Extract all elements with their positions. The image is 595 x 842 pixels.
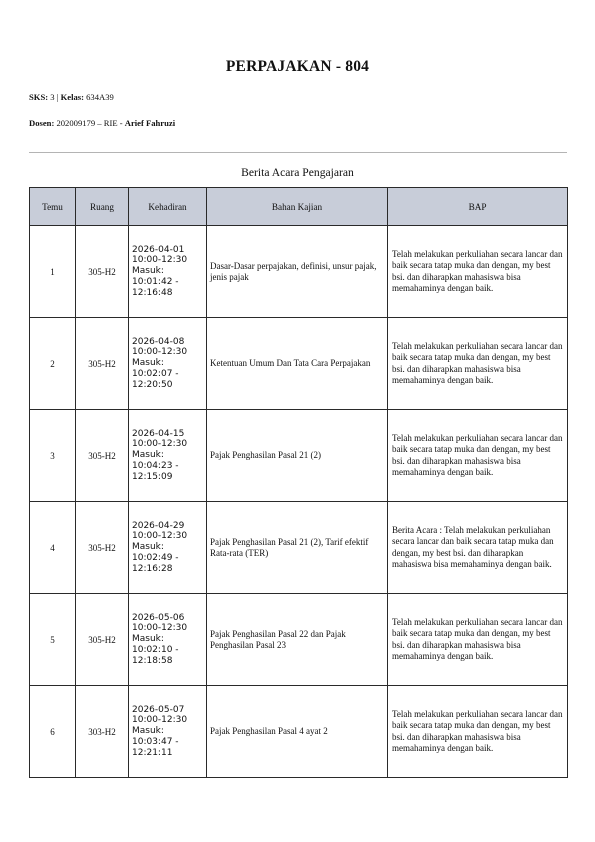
kelas-label: Kelas: xyxy=(60,92,84,102)
dosen-label: Dosen: xyxy=(29,118,55,128)
masuk-selesai: 12:15:09 xyxy=(132,471,173,482)
table-row xyxy=(30,502,568,594)
course-info xyxy=(29,92,114,102)
jam: 10:00-12:30 xyxy=(132,255,188,266)
section-title: Berita Acara Pengajaran xyxy=(241,166,354,179)
cell-temu: 3 xyxy=(30,410,76,502)
cell-bap: Telah melakukan perkuliahan secara lancar dan baik secara tatap muka dan dengan, my best bsi. dan diharapkan mahasiswa bisa memahaminya dengan baik. xyxy=(388,410,568,502)
tanggal: 2026-04-15 xyxy=(132,428,185,439)
tanggal: 2026-05-06 xyxy=(132,612,185,623)
masuk-mulai: 10:02:10 - xyxy=(132,644,179,655)
masuk-mulai: 10:02:49 - xyxy=(132,552,179,563)
table-row xyxy=(30,318,568,410)
header-ruang: Ruang xyxy=(76,188,129,226)
cell-kehadiran xyxy=(129,594,207,686)
masuk-selesai: 12:21:11 xyxy=(132,747,173,758)
tanggal: 2026-04-08 xyxy=(132,336,185,347)
jam: 10:00-12:30 xyxy=(132,715,188,726)
tanggal: 2026-05-07 xyxy=(132,704,185,715)
sks-label: SKS: xyxy=(29,92,49,102)
dosen-name: Arief Fahruzi xyxy=(124,118,176,128)
cell-ruang: 305-H2 xyxy=(76,318,129,410)
cell-kehadiran xyxy=(129,502,207,594)
document-title: PERPAJAKAN - 804 xyxy=(225,58,370,75)
masuk-selesai: 12:16:48 xyxy=(132,287,173,298)
cell-kehadiran xyxy=(129,226,207,318)
cell-bap: Telah melakukan perkuliahan secara lancar dan baik secara tatap muka dan dengan, my best bsi. dan diharapkan mahasiswa bisa memahaminya dengan baik. xyxy=(388,594,568,686)
lecturer-info xyxy=(29,118,175,128)
tanggal: 2026-04-01 xyxy=(132,244,185,255)
cell-bahan-kajian: Ketentuan Umum Dan Tata Cara Perpajakan xyxy=(207,318,388,410)
masuk-selesai: 12:20:50 xyxy=(132,379,173,390)
table-header-row xyxy=(30,188,568,226)
masuk-label: Masuk: xyxy=(132,634,164,645)
table-row xyxy=(30,410,568,502)
divider-line xyxy=(29,152,567,153)
masuk-label: Masuk: xyxy=(132,450,164,461)
cell-bahan-kajian: Pajak Penghasilan Pasal 22 dan Pajak Penghasilan Pasal 23 xyxy=(207,594,388,686)
sks-value: 3 | xyxy=(48,92,61,102)
table-row xyxy=(30,686,568,778)
header-temu: Temu xyxy=(30,188,76,226)
cell-temu: 1 xyxy=(30,226,76,318)
cell-temu: 6 xyxy=(30,686,76,778)
masuk-selesai: 12:18:58 xyxy=(132,655,173,666)
masuk-label: Masuk: xyxy=(132,266,164,277)
header-bap: BAP xyxy=(388,188,568,226)
cell-ruang: 303-H2 xyxy=(76,686,129,778)
cell-temu: 5 xyxy=(30,594,76,686)
cell-ruang: 305-H2 xyxy=(76,410,129,502)
cell-kehadiran xyxy=(129,318,207,410)
masuk-label: Masuk: xyxy=(132,726,164,737)
cell-bahan-kajian: Dasar-Dasar perpajakan, definisi, unsur pajak, jenis pajak xyxy=(207,226,388,318)
masuk-mulai: 10:02:07 - xyxy=(132,368,179,379)
bap-table xyxy=(29,187,568,778)
jam: 10:00-12:30 xyxy=(132,623,188,634)
jam: 10:00-12:30 xyxy=(132,439,188,450)
masuk-selesai: 12:16:28 xyxy=(132,563,173,574)
cell-temu: 4 xyxy=(30,502,76,594)
tanggal: 2026-04-29 xyxy=(132,520,185,531)
jam: 10:00-12:30 xyxy=(132,347,188,358)
kelas-value: 634A39 xyxy=(83,92,114,102)
masuk-mulai: 10:04:23 - xyxy=(132,460,179,471)
masuk-label: Masuk: xyxy=(132,542,164,553)
cell-bap: Telah melakukan perkuliahan secara lancar dan baik secara tatap muka dan dengan, my best bsi. dan diharapkan mahasiswa bisa memahaminya dengan baik. xyxy=(388,686,568,778)
cell-temu: 2 xyxy=(30,318,76,410)
cell-kehadiran xyxy=(129,686,207,778)
cell-bahan-kajian: Pajak Penghasilan Pasal 21 (2), Tarif efektif Rata-rata (TER) xyxy=(207,502,388,594)
cell-kehadiran xyxy=(129,410,207,502)
cell-bahan-kajian: Pajak Penghasilan Pasal 4 ayat 2 xyxy=(207,686,388,778)
cell-ruang: 305-H2 xyxy=(76,594,129,686)
table-row xyxy=(30,594,568,686)
cell-ruang: 305-H2 xyxy=(76,502,129,594)
header-kehadiran: Kehadiran xyxy=(129,188,207,226)
jam: 10:00-12:30 xyxy=(132,531,188,542)
cell-bahan-kajian: Pajak Penghasilan Pasal 21 (2) xyxy=(207,410,388,502)
cell-bap: Telah melakukan perkuliahan secara lancar dan baik secara tatap muka dan dengan, my best bsi. dan diharapkan mahasiswa bisa memahaminya dengan baik. xyxy=(388,318,568,410)
cell-ruang: 305-H2 xyxy=(76,226,129,318)
masuk-mulai: 10:03:47 - xyxy=(132,736,179,747)
masuk-label: Masuk: xyxy=(132,358,164,369)
dosen-value: 202009179 – RIE - xyxy=(54,118,125,128)
cell-bap: Berita Acara : Telah melakukan perkuliahan secara lancar dan baik secara tatap muka dan dengan, my best bsi. dan diharapkan mahasiswa bisa memahaminya dengan baik. xyxy=(388,502,568,594)
table-row xyxy=(30,226,568,318)
masuk-mulai: 10:01:42 - xyxy=(132,276,179,287)
cell-bap: Telah melakukan perkuliahan secara lancar dan baik secara tatap muka dan dengan, my best bsi. dan diharapkan mahasiswa bisa memahaminya dengan baik. xyxy=(388,226,568,318)
header-bahan-kajian: Bahan Kajian xyxy=(207,188,388,226)
